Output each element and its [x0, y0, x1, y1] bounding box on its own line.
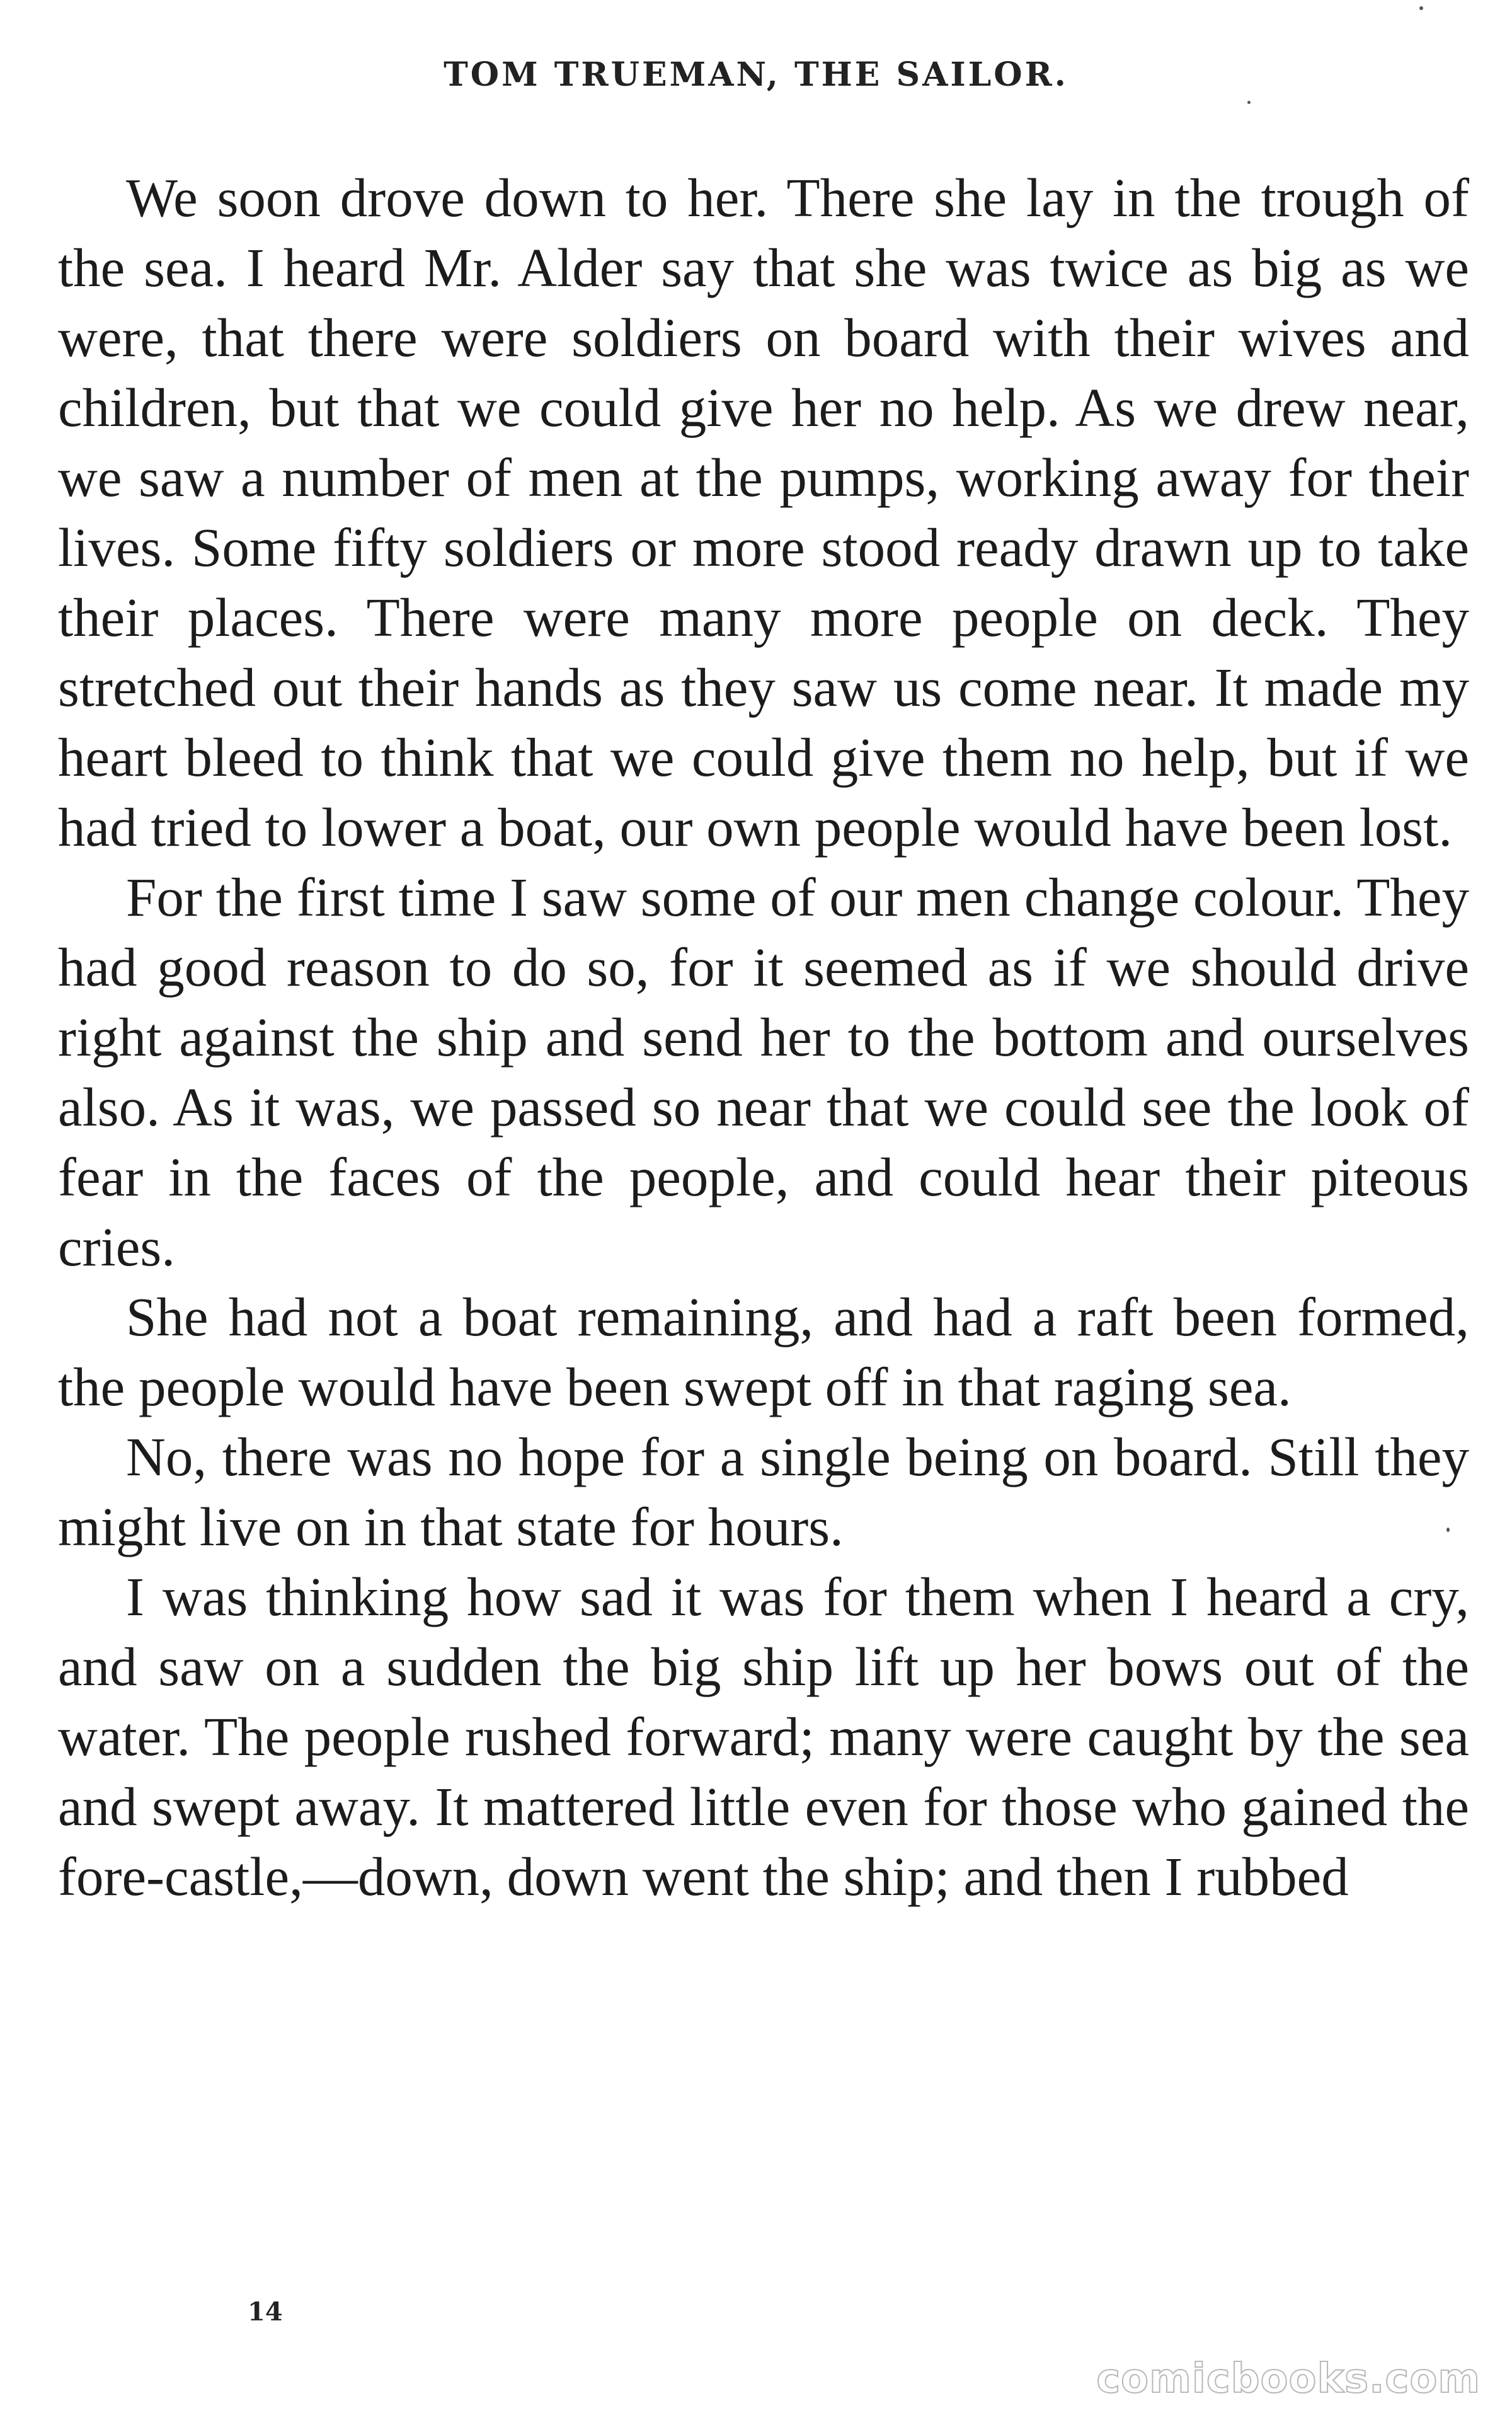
watermark: comicbooks.com	[1096, 2356, 1480, 2402]
print-speck	[1247, 101, 1251, 104]
body-text	[58, 163, 1469, 1911]
paragraph: We soon drove down to her. There she lay in the trough of the sea. I heard Mr. Alder say that she was twice as big as we were, that there were soldiers on board with their wives and children, but that we could give her no help. As we drew near, we saw a number of men at the pumps, working away for their lives. Some fifty soldiers or more stood ready drawn up to take their places. There were many more people on deck. They stretched out their hands as they saw us come near. It made my heart bleed to think that we could give them no help, but if we had tried to lower a boat, our own people would have been lost.	[58, 167, 1469, 858]
paragraph: For the first time I saw some of our men change colour. They had good reason to do so, for it seemed as if we should drive right against the ship and send her to the bottom and ourselves also. As it was, we passed so near that we could see the look of fear in the faces of the people, and could hear their piteous cries.	[58, 867, 1469, 1277]
paragraph: I was thinking how sad it was for them when I heard a cry, and saw on a sudden the big ship lift up her bows out of the water. The people rushed forward; many were caught by the sea and swept away. It mattered little even for those who gained the fore-castle,—down, down went the ship; and then I rubbed	[58, 1566, 1469, 1907]
signature-mark: 14	[248, 2297, 283, 2327]
running-head: TOM TRUEMAN, THE SAILOR.	[444, 55, 1068, 94]
print-speck	[1446, 1528, 1450, 1532]
print-speck	[1419, 6, 1423, 10]
paragraph: No, there was no hope for a single being on board. Still they might live on in that state for hours.	[58, 1426, 1469, 1557]
paragraph: She had not a boat remaining, and had a raft been formed, the people would have been swept off in that raging sea.	[58, 1286, 1469, 1417]
